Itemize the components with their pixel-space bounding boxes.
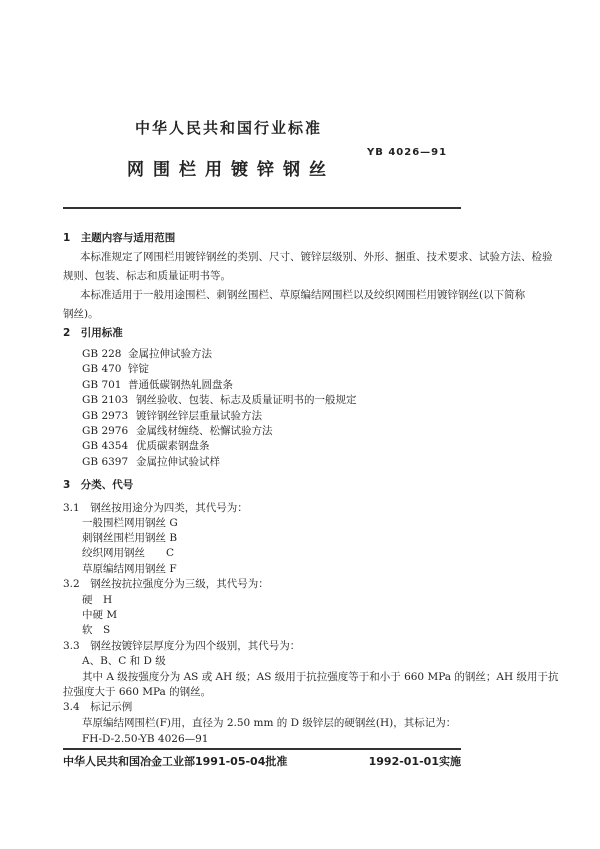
clause-text: 其中 A 级按强度分为 AS 或 AH 级；AS 级用于抗拉强度等于和小于 660 MPa 的钢丝；AH 级用于抗 xyxy=(82,671,559,683)
header-divider xyxy=(63,207,461,209)
section-1-text: 本标准适用于一般用途围栏、刺钢丝围栏、草原编结网围栏以及绞织网围栏用镀锌钢丝(以下简称 xyxy=(80,289,526,301)
reference-code: GB 2973 xyxy=(82,410,129,422)
clause-item: 绞织网用钢丝 C xyxy=(82,547,175,559)
clause-3-4: 3.4 标记示例 xyxy=(63,701,133,713)
reference-title: 优质碳素钢盘条 xyxy=(136,440,210,452)
section-3-heading: 3 分类、代号 xyxy=(63,479,134,491)
approval-date: 中华人民共和国冶金工业部1991-05-04批准 xyxy=(63,755,288,768)
reference-code: GB 4354 xyxy=(82,440,129,452)
clause-item: 硬 H xyxy=(82,594,113,606)
reference-code: GB 470 xyxy=(82,363,122,375)
reference-item xyxy=(82,363,149,376)
reference-code: GB 228 xyxy=(82,348,122,360)
reference-title: 金属拉伸试验试样 xyxy=(136,456,220,468)
reference-code: GB 701 xyxy=(82,379,122,391)
effective-date: 1992-01-01实施 xyxy=(368,755,461,768)
reference-code: GB 6397 xyxy=(82,456,129,468)
reference-item xyxy=(82,440,210,453)
reference-item xyxy=(82,348,212,361)
clause-item: 草原编结网用钢丝 F xyxy=(82,563,177,575)
clause-3-1: 3.1 钢丝按用途分为四类，其代号为： xyxy=(63,502,248,514)
clause-item: 软 S xyxy=(82,624,111,636)
footer-divider xyxy=(63,748,461,750)
clause-text: 草原编结网围栏(F)用，直径为 2.50 mm 的 D 级锌层的硬钢丝(H)，其标记为： xyxy=(82,717,457,729)
clause-item: A、B、C 和 D 级 xyxy=(82,655,166,667)
section-1-heading: 1 主题内容与适用范围 xyxy=(63,232,176,244)
clause-3-2: 3.2 钢丝按抗拉强度分为三级，其代号为： xyxy=(63,578,269,590)
reference-title: 钢丝验收、包装、标志及质量证明书的一般规定 xyxy=(136,394,357,406)
reference-code: GB 2103 xyxy=(82,394,129,406)
clause-item: 中硬 M xyxy=(82,609,118,621)
reference-item xyxy=(82,394,357,407)
reference-item xyxy=(82,410,262,423)
clause-item: 刺钢丝围栏用钢丝 B xyxy=(82,532,178,544)
reference-item xyxy=(82,379,233,392)
standard-code: YB 4026—91 xyxy=(367,147,448,158)
reference-item xyxy=(82,456,220,469)
section-1-text: 钢丝)。 xyxy=(63,308,99,320)
section-2-heading: 2 引用标准 xyxy=(63,327,123,339)
clause-item: 一般围栏网用钢丝 G xyxy=(82,517,178,529)
reference-code: GB 2976 xyxy=(82,425,129,437)
marking-example: FH-D-2.50-YB 4026—91 xyxy=(82,733,209,745)
reference-title: 镀锌钢丝锌层重量试验方法 xyxy=(136,410,262,422)
reference-item xyxy=(82,425,273,438)
reference-title: 金属拉伸试验方法 xyxy=(128,348,212,360)
clause-3-3: 3.3 钢丝按镀锌层厚度分为四个级别，其代号为： xyxy=(63,640,301,652)
clause-text: 拉强度大于 660 MPa 的钢丝。 xyxy=(63,686,212,698)
org-title: 中华人民共和国行业标准 xyxy=(135,119,323,137)
section-1-text: 本标准规定了网围栏用镀锌钢丝的类别、尺寸、镀锌层级别、外形、捆重、技术要求、试验方法、检验 xyxy=(80,251,553,263)
section-1-text: 规则、包装、标志和质量证明书等。 xyxy=(63,270,231,282)
doc-title: 网围栏用镀锌钢丝 xyxy=(127,160,335,180)
reference-title: 普通低碳钢热轧圆盘条 xyxy=(128,379,233,391)
reference-title: 金属线材缠绕、松懈试验方法 xyxy=(136,425,273,437)
reference-title: 锌锭 xyxy=(128,363,149,375)
